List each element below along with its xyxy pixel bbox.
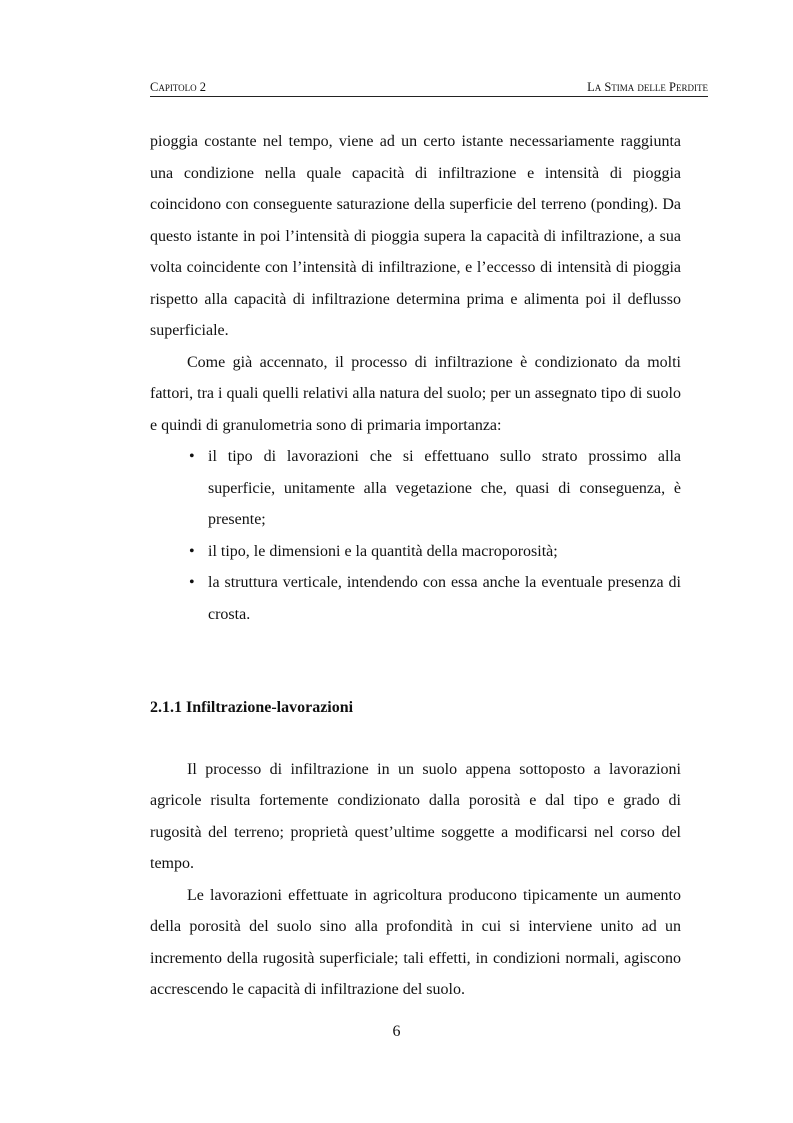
section-heading: 2.1.1 Infiltrazione-lavorazioni — [150, 699, 354, 716]
page-number: 6 — [392, 1023, 401, 1040]
bullet-icon: • — [189, 448, 195, 465]
bullet-item — [189, 536, 681, 568]
body-paragraph: Le lavorazioni effettuate in agricoltura producono tipicamente un aumento della porosità del suolo sino alla profondità in cui si interviene unito ad un incremento della rugosità superficiale; tali effetti, in condizioni normali, agiscono accrescendo le capacità di infiltrazione del suolo. — [150, 886, 681, 998]
bullet-text: il tipo di lavorazioni che si effettuano sullo strato prossimo alla superficie, unitamente alla vegetazione che, quasi di conseguenza, è presente; — [208, 448, 681, 528]
header-section-title: La Stima delle Perdite — [587, 80, 708, 94]
running-header — [150, 80, 708, 97]
body-paragraph: pioggia costante nel tempo, viene ad un certo istante necessariamente raggiunta una condizione nella quale capacità di infiltrazione e intensità di pioggia coincidono con conseguente saturazione della superficie del terreno (ponding). Da questo istante in poi l’intensità di pioggia supera la capacità di infiltrazione, a sua volta coincidente con l’intensità di infiltrazione, e l’eccesso di intensità di pioggia rispetto alla capacità di infiltrazione determina prima e alimenta poi il deflusso superficiale. — [150, 133, 681, 339]
bullet-icon: • — [189, 542, 195, 560]
bullet-text: la struttura verticale, intendendo con essa anche la eventuale presenza di crosta. — [208, 574, 681, 623]
bullet-item — [189, 441, 681, 536]
body-paragraph: Come già accennato, il processo di infiltrazione è condizionato da molti fattori, tra i quali quelli relativi alla natura del suolo; per un assegnato tipo di suolo e quindi di granulometria sono di primaria importanza: — [150, 353, 681, 434]
bullet-list — [150, 441, 681, 630]
bullet-icon: • — [189, 574, 195, 591]
body-paragraph: Il processo di infiltrazione in un suolo appena sottoposto a lavorazioni agricole risulta fortemente condizionato dalla porosità e dal tipo e grado di rugosità del terreno; proprietà quest’ultime soggette a modificarsi nel corso del tempo. — [150, 760, 681, 872]
header-chapter: Capitolo 2 — [150, 80, 207, 94]
bullet-item — [189, 567, 681, 630]
bullet-text: il tipo, le dimensioni e la quantità della macroporosità; — [208, 542, 558, 560]
page-body — [150, 126, 681, 1006]
